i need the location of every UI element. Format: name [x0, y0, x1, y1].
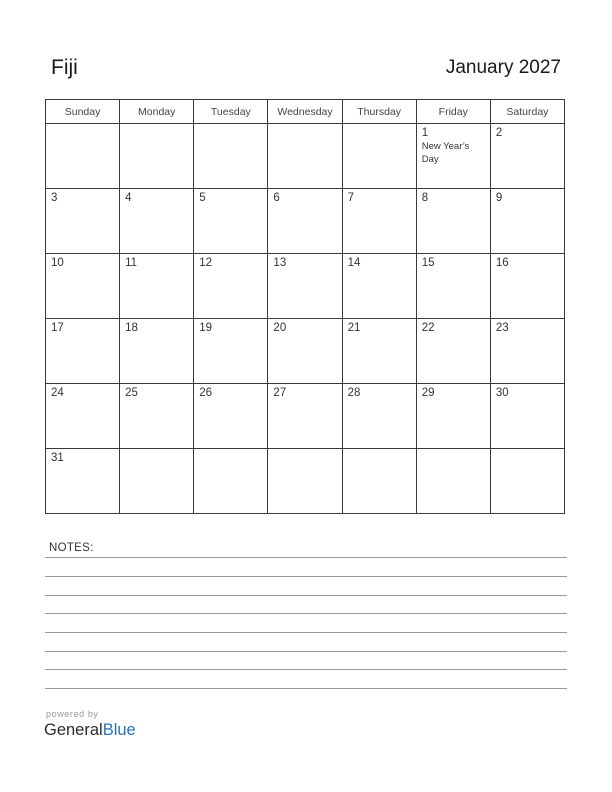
week-row-4 [46, 319, 565, 384]
week-row-3 [46, 254, 565, 319]
day-cell [416, 319, 490, 384]
day-number: 14 [347, 257, 361, 269]
day-cell [194, 254, 268, 319]
day-number: 29 [421, 387, 435, 399]
note-line [45, 557, 567, 558]
week-row-5 [46, 384, 565, 449]
day-cell [342, 124, 416, 189]
day-number: 28 [347, 387, 361, 399]
day-number: 24 [51, 387, 64, 399]
day-number: 19 [199, 322, 213, 334]
day-number: 5 [199, 192, 206, 204]
day-cell [46, 319, 120, 384]
day-number: 4 [125, 192, 132, 204]
day-number: 23 [495, 322, 509, 334]
notes-label: NOTES: [49, 542, 94, 554]
note-line [45, 688, 567, 689]
weekday-saturday: Saturday [490, 100, 564, 124]
day-cell [120, 254, 194, 319]
weekday-header-row [46, 100, 565, 124]
day-number: 15 [421, 257, 435, 269]
day-number [46, 124, 119, 126]
day-number: 9 [495, 192, 503, 204]
day-number [417, 449, 490, 451]
day-cell [490, 254, 564, 319]
day-cell [490, 319, 564, 384]
day-number: 11 [125, 257, 138, 269]
day-cell [46, 384, 120, 449]
day-number: 16 [495, 257, 509, 269]
country-title: Fiji [51, 56, 78, 79]
day-number [343, 124, 416, 126]
day-cell [268, 384, 342, 449]
day-cell [194, 189, 268, 254]
day-number: 10 [51, 257, 64, 269]
day-number: 18 [125, 322, 138, 334]
day-cell [268, 449, 342, 514]
day-number [120, 124, 193, 126]
day-number [268, 124, 341, 126]
day-cell [194, 384, 268, 449]
weekday-monday: Monday [120, 100, 194, 124]
weekday-wednesday: Wednesday [268, 100, 342, 124]
day-cell [268, 319, 342, 384]
day-cell [46, 124, 120, 189]
day-number [194, 449, 267, 451]
day-cell [416, 449, 490, 514]
day-number: 2 [495, 127, 503, 139]
day-cell [268, 254, 342, 319]
day-number: 20 [273, 322, 287, 334]
day-cell [120, 384, 194, 449]
day-number [491, 449, 564, 451]
day-number: 3 [51, 192, 58, 204]
day-cell [490, 124, 564, 189]
weekday-thursday: Thursday [342, 100, 416, 124]
brand-logo[interactable] [44, 721, 136, 740]
day-cell [194, 319, 268, 384]
day-number: 13 [273, 257, 287, 269]
day-cell [268, 124, 342, 189]
note-line [45, 595, 567, 596]
day-number: 31 [51, 452, 64, 464]
day-cell [416, 254, 490, 319]
day-number: 22 [421, 322, 435, 334]
week-row-2 [46, 189, 565, 254]
note-line [45, 576, 567, 577]
day-cell [194, 124, 268, 189]
day-cell [416, 124, 490, 189]
day-cell [342, 319, 416, 384]
day-cell [342, 384, 416, 449]
day-cell [46, 449, 120, 514]
powered-by-text: powered by [46, 709, 99, 719]
day-number: 1 [421, 127, 429, 139]
day-cell [120, 124, 194, 189]
day-number: 27 [273, 387, 287, 399]
day-cell [490, 449, 564, 514]
day-cell [46, 254, 120, 319]
brand-blue: Blue [102, 721, 136, 739]
week-row-6 [46, 449, 565, 514]
day-number: 17 [51, 322, 64, 334]
day-number: 8 [421, 192, 429, 204]
day-number: 21 [347, 322, 361, 334]
day-cell [268, 189, 342, 254]
note-line [45, 632, 567, 633]
weekday-friday: Friday [416, 100, 490, 124]
day-number: 26 [199, 387, 213, 399]
day-cell [120, 189, 194, 254]
weekday-tuesday: Tuesday [194, 100, 268, 124]
day-cell [416, 189, 490, 254]
holiday-label: New Year’s Day [421, 141, 470, 165]
day-number [268, 449, 341, 451]
day-cell [342, 449, 416, 514]
day-number [120, 449, 193, 451]
day-number [343, 449, 416, 451]
day-cell [120, 449, 194, 514]
day-number: 30 [495, 387, 509, 399]
note-line [45, 651, 567, 652]
day-number: 7 [347, 192, 354, 204]
day-number: 6 [273, 192, 280, 204]
day-cell [490, 384, 564, 449]
calendar-grid [45, 99, 565, 514]
day-number [194, 124, 267, 126]
day-number: 25 [125, 387, 138, 399]
day-cell [120, 319, 194, 384]
week-row-1 [46, 124, 565, 189]
day-cell [416, 384, 490, 449]
day-cell [342, 254, 416, 319]
day-number: 12 [199, 257, 213, 269]
day-cell [194, 449, 268, 514]
note-line [45, 669, 567, 670]
month-title: January 2027 [445, 57, 561, 78]
day-cell [490, 189, 564, 254]
note-line [45, 613, 567, 614]
day-cell [46, 189, 120, 254]
weekday-sunday: Sunday [46, 100, 120, 124]
day-cell [342, 189, 416, 254]
brand-general: General [44, 721, 103, 739]
